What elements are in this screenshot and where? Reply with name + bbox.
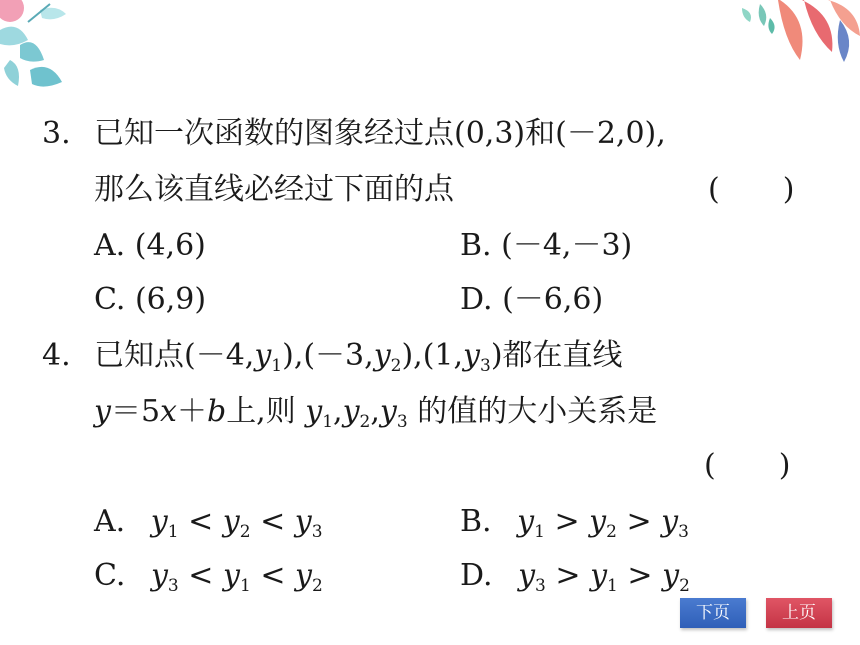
question-4-line-2: y＝5x＋b上,则 $y_1,y_2,y_3$ 的值的大小关系是 [94, 394, 658, 432]
option-label: A. [94, 228, 126, 263]
option-c [94, 280, 206, 320]
option-a [94, 226, 206, 266]
answer-blank: ( ) [708, 172, 796, 207]
option-text: $y_1 < y_2 < y_3$ [150, 504, 323, 542]
option-text: $y_3 > y_1 > y_2$ [518, 558, 690, 596]
option-label: B. [460, 228, 492, 263]
option-d [460, 556, 690, 596]
option-label: B. [460, 504, 492, 539]
option-label: C. [94, 558, 126, 593]
option-b [460, 502, 689, 542]
option-text: (－4,－3) [501, 228, 633, 263]
option-a [94, 502, 323, 542]
question-3-line-1: 已知一次函数的图象经过点(0,3)和(－2,0), [94, 116, 666, 151]
question-number: 3. [42, 116, 71, 151]
question-4-line-1: 已知点$(-4,y_1),(-3,y_2),(1,y_3)$都在直线 [94, 338, 623, 376]
option-d [460, 280, 603, 320]
option-text: $y_1 > y_2 > y_3$ [517, 504, 689, 542]
answer-blank: ( ) [704, 448, 792, 483]
option-c [94, 556, 323, 596]
option-text: (6,9) [134, 282, 207, 317]
option-label: D. [460, 558, 493, 593]
option-label: C. [94, 282, 126, 317]
option-label: A. [94, 504, 126, 539]
next-page-button[interactable]: 下页 [680, 598, 746, 628]
option-label: D. [460, 282, 493, 317]
corner-foliage-right [740, 0, 860, 70]
question-3-line-2: 那么该直线必经过下面的点 [94, 172, 454, 207]
option-text: (4,6) [134, 228, 206, 263]
previous-page-button[interactable]: 上页 [766, 598, 832, 628]
option-text: $y_3 < y_1 < y_2$ [150, 558, 323, 596]
option-b [460, 226, 632, 266]
question-number: 4. [42, 338, 71, 373]
corner-foliage-left [0, 0, 90, 95]
option-text: (－6,6) [502, 282, 604, 317]
